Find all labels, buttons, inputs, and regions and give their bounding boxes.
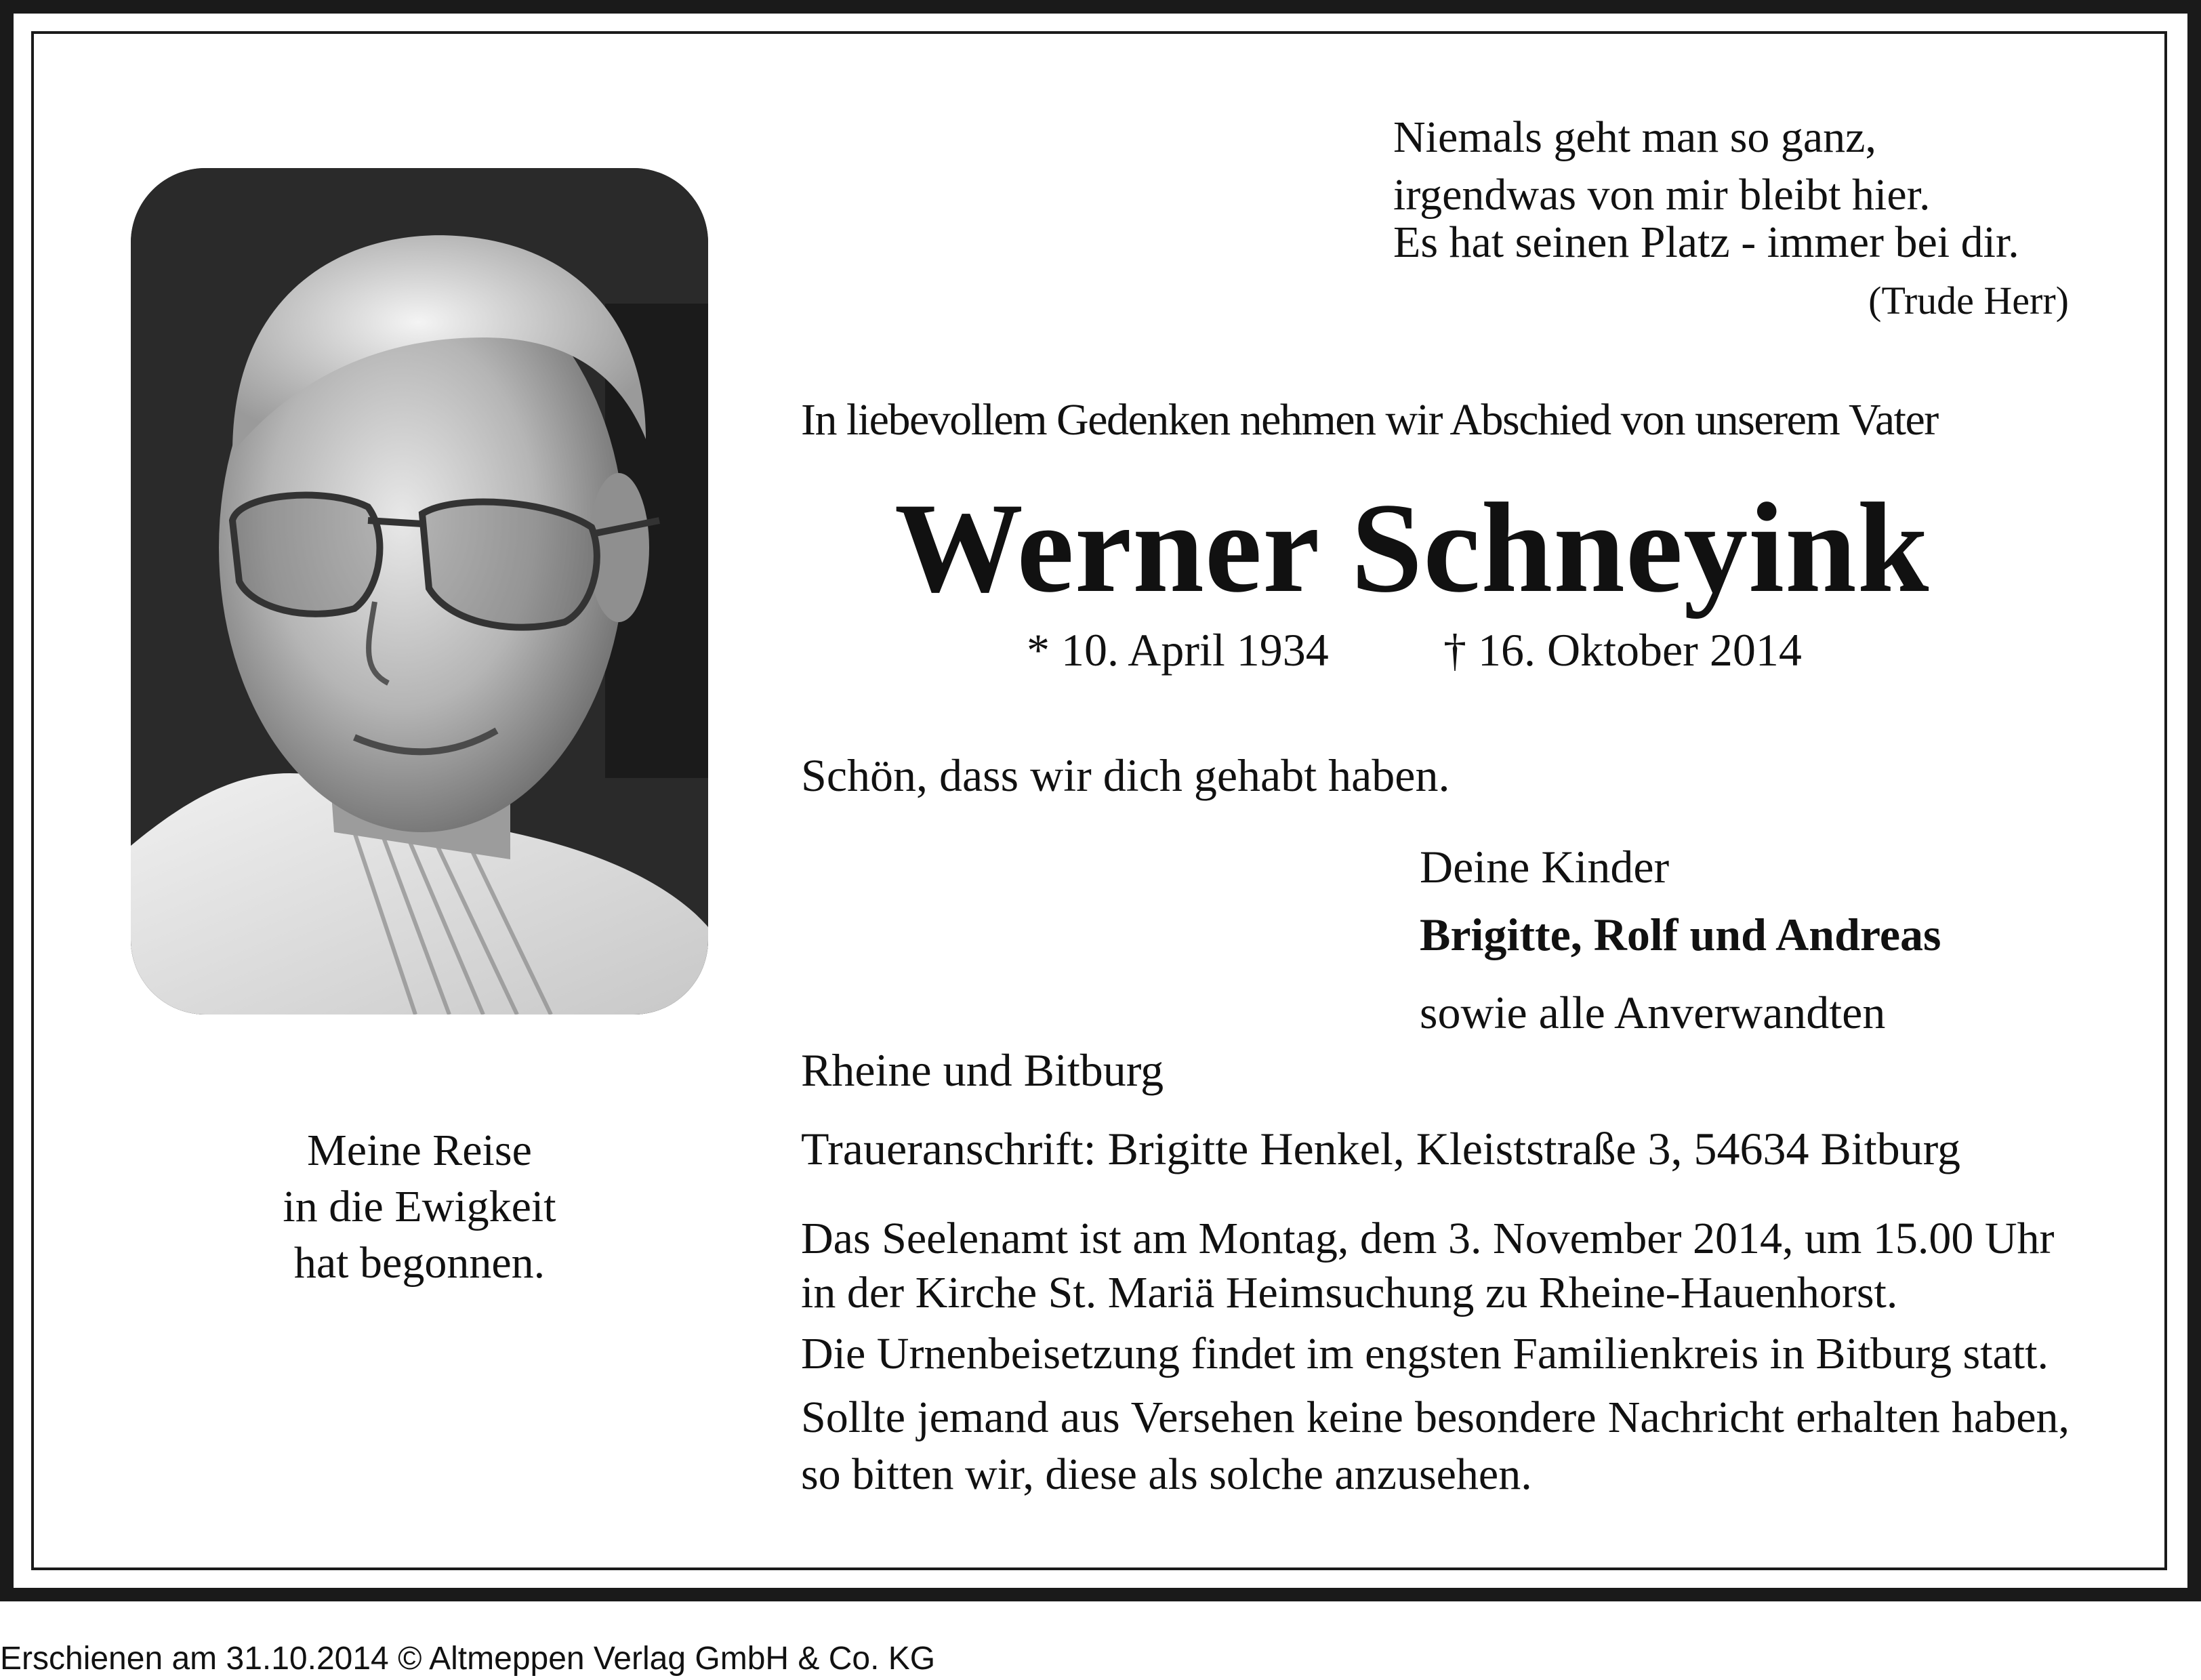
- journey-line-1: Meine Reise: [307, 1126, 532, 1175]
- portrait-photo: [131, 168, 708, 1015]
- journey-line-3: hat begonnen.: [293, 1238, 546, 1288]
- journey-text: [131, 1122, 708, 1291]
- saying: Schön, dass wir dich gehabt haben.: [801, 750, 1450, 801]
- portrait-illustration: [131, 168, 708, 1015]
- family-label: Deine Kinder: [1420, 841, 1670, 893]
- quote-line-1: Niemals geht man so ganz,: [1393, 112, 1876, 162]
- publication-footer: Erschienen am 31.10.2014 © Altmeppen Verlag GmbH & Co. KG: [0, 1641, 936, 1677]
- deceased-name: Werner Schneyink: [894, 477, 1930, 619]
- quote-line-2: irgendwas von mir bleibt hier.: [1393, 170, 1931, 220]
- notice-text: Sollte jemand aus Versehen keine besondere Nachricht erhalten haben, so bitten wir, diese als solche anzusehen.: [801, 1393, 2070, 1499]
- location: Rheine und Bitburg: [801, 1044, 1164, 1096]
- journey-line-2: in die Ewigkeit: [283, 1182, 556, 1231]
- quote-line-3: Es hat seinen Platz - immer bei dir.: [1393, 218, 2019, 267]
- quote-author: (Trude Herr): [1868, 279, 2069, 323]
- mourning-address: Traueranschrift: Brigitte Henkel, Kleiststraße 3, 54634 Bitburg: [801, 1123, 1961, 1174]
- urn-line: Die Urnenbeisetzung findet im engsten Familienkreis in Bitburg statt.: [801, 1329, 2049, 1378]
- death-date: † 16. Oktober 2014: [1443, 624, 1802, 676]
- family-others: sowie alle Anverwandten: [1420, 987, 1886, 1038]
- intro-line: In liebevollem Gedenken nehmen wir Abschied von unserem Vater: [801, 395, 1938, 445]
- mass-line-2: in der Kirche St. Mariä Heimsuchung zu Rheine-Hauenhorst.: [801, 1268, 1898, 1317]
- family-names: Brigitte, Rolf und Andreas: [1420, 909, 1941, 960]
- mass-line-1: Das Seelenamt ist am Montag, dem 3. November 2014, um 15.00 Uhr: [801, 1214, 2055, 1263]
- birth-date: * 10. April 1934: [1027, 624, 1329, 676]
